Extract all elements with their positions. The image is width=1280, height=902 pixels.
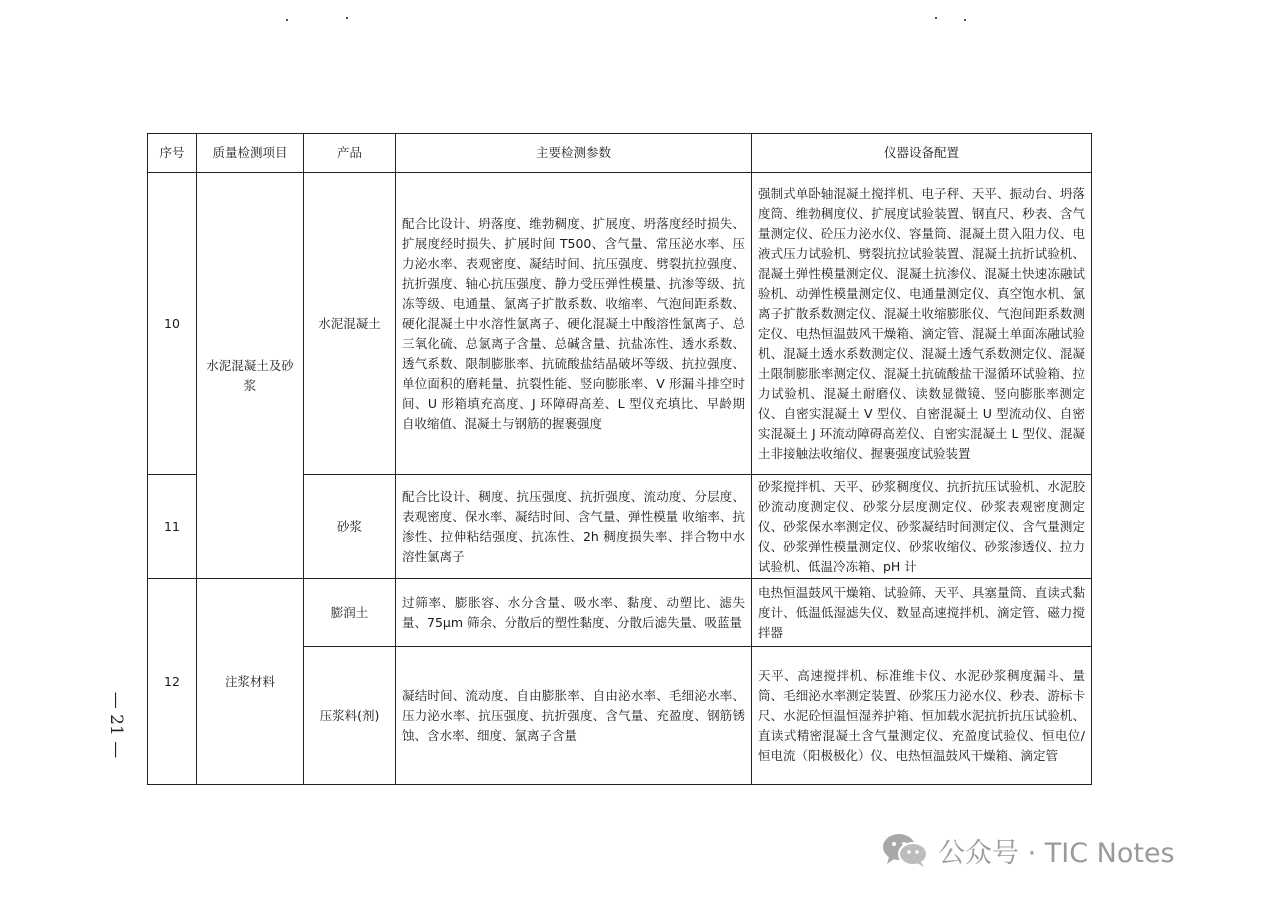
row-no: 12 — [148, 579, 197, 785]
row-equipment: 电热恒温鼓风干燥箱、试验筛、天平、具塞量筒、直读式黏度计、低温低湿滤失仪、数显高速搅拌机、滴定管、磁力搅拌器 — [752, 579, 1092, 647]
scan-speck — [346, 17, 348, 19]
row-params: 过筛率、膨胀容、水分含量、吸水率、黏度、动塑比、滤失量、75μm 筛余、分散后的塑性黏度、分散后滤失量、吸蓝量 — [396, 579, 752, 647]
row-category: 水泥混凝土及砂浆 — [197, 173, 304, 579]
page-number — [88, 682, 144, 768]
scan-speck — [964, 19, 966, 21]
row-params: 配合比设计、坍落度、维勃稠度、扩展度、坍落度经时损失、扩展度经时损失、扩展时间 T500、含气量、常压泌水率、压力泌水率、表观密度、凝结时间、抗压强度、劈裂抗拉强度、抗折强度、轴心抗压强度、静力受压弹性模量、抗渗等级、抗冻等级、电通量、氯离子扩散系数、收缩率、气泡间距系数、硬化混凝土中水溶性氯离子、硬化混凝土中酸溶性氯离子、总三氧化硫、总氯离子含量、总碱含量、抗盐冻性、透水系数、透气系数、限制膨胀率、抗硫酸盐结晶破坏等级、抗拉强度、单位面积的磨耗量、抗裂性能、竖向膨胀率、V 形漏斗排空时间、U 形箱填充高度、J 环障碍高差、L 型仪充填比、早龄期自收缩值、混凝土与钢筋的握裹强度 — [396, 173, 752, 475]
row-category: 注浆材料 — [197, 579, 304, 785]
wechat-icon — [880, 832, 930, 868]
row-equipment: 砂浆搅拌机、天平、砂浆稠度仪、抗折抗压试验机、水泥胶砂流动度测定仪、砂浆分层度测定仪、砂浆表观密度测定仪、砂浆保水率测定仪、砂浆凝结时间测定仪、含气量测定仪、砂浆弹性模量测定仪、砂浆收缩仪、砂浆渗透仪、拉力试验机、低温冷冻箱、pH 计 — [752, 475, 1092, 579]
header-category: 质量检测项目 — [197, 134, 304, 173]
row-product: 水泥混凝土 — [304, 173, 396, 475]
row-product: 砂浆 — [304, 475, 396, 579]
row-equipment: 天平、高速搅拌机、标准维卡仪、水泥砂浆稠度漏斗、量筒、毛细泌水率测定装置、砂浆压力泌水仪、秒表、游标卡尺、水泥砼恒温恒湿养护箱、恒加载水泥抗折抗压试验机、直读式精密混凝土含气量测定仪、充盈度试验仪、恒电位/恒电流（阳极极化）仪、电热恒温鼓风干燥箱、滴定管 — [752, 647, 1092, 785]
table-row — [148, 173, 1092, 475]
row-no: 10 — [148, 173, 197, 475]
row-params: 凝结时间、流动度、自由膨胀率、自由泌水率、毛细泌水率、压力泌水率、抗压强度、抗折强度、含气量、充盈度、钢筋锈蚀、含水率、细度、氯离子含量 — [396, 647, 752, 785]
scan-speck — [935, 17, 937, 19]
row-no: 11 — [148, 475, 197, 579]
header-equipment: 仪器设备配置 — [752, 134, 1092, 173]
table-header-row — [148, 134, 1092, 173]
header-product: 产品 — [304, 134, 396, 173]
row-params: 配合比设计、稠度、抗压强度、抗折强度、流动度、分层度、表观密度、保水率、凝结时间、含气量、弹性模量 收缩率、抗渗性、拉伸粘结强度、抗冻性、2h 稠度损失率、拌合物中水溶性氯离子 — [396, 475, 752, 579]
table-row — [148, 579, 1092, 647]
header-no: 序号 — [148, 134, 197, 173]
watermark — [880, 830, 1175, 870]
header-params: 主要检测参数 — [396, 134, 752, 173]
row-product: 膨润土 — [304, 579, 396, 647]
row-equipment: 强制式单卧轴混凝土搅拌机、电子秤、天平、振动台、坍落度筒、维勃稠度仪、扩展度试验装置、钢直尺、秒表、含气量测定仪、砼压力泌水仪、容量筒、混凝土贯入阻力仪、电液式压力试验机、劈裂抗拉试验装置、混凝土抗折试验机、混凝土弹性模量测定仪、混凝土抗渗仪、混凝土快速冻融试验机、动弹性模量测定仪、电通量测定仪、真空饱水机、氯离子扩散系数测定仪、混凝土收缩膨胀仪、气泡间距系数测定仪、电热恒温鼓风干燥箱、滴定管、混凝土单面冻融试验机、混凝土透水系数测定仪、混凝土透气系数测定仪、混凝土限制膨胀率测定仪、混凝土抗硫酸盐干湿循环试验箱、拉力试验机、混凝土耐磨仪、读数显微镜、竖向膨胀率测定仪、自密实混凝土 V 型仪、自密混凝土 U 型流动仪、自密实混凝土 J 环流动障碍高差仪、自密实混凝土 L 型仪、混凝土非接触法收缩仪、握裹强度试验装置 — [752, 173, 1092, 475]
row-product: 压浆料(剂) — [304, 647, 396, 785]
inspection-table — [147, 133, 1092, 785]
watermark-text: 公众号 · TIC Notes — [938, 837, 1175, 869]
page-number-text: — 21 — — [106, 691, 126, 759]
scan-speck — [286, 19, 288, 21]
